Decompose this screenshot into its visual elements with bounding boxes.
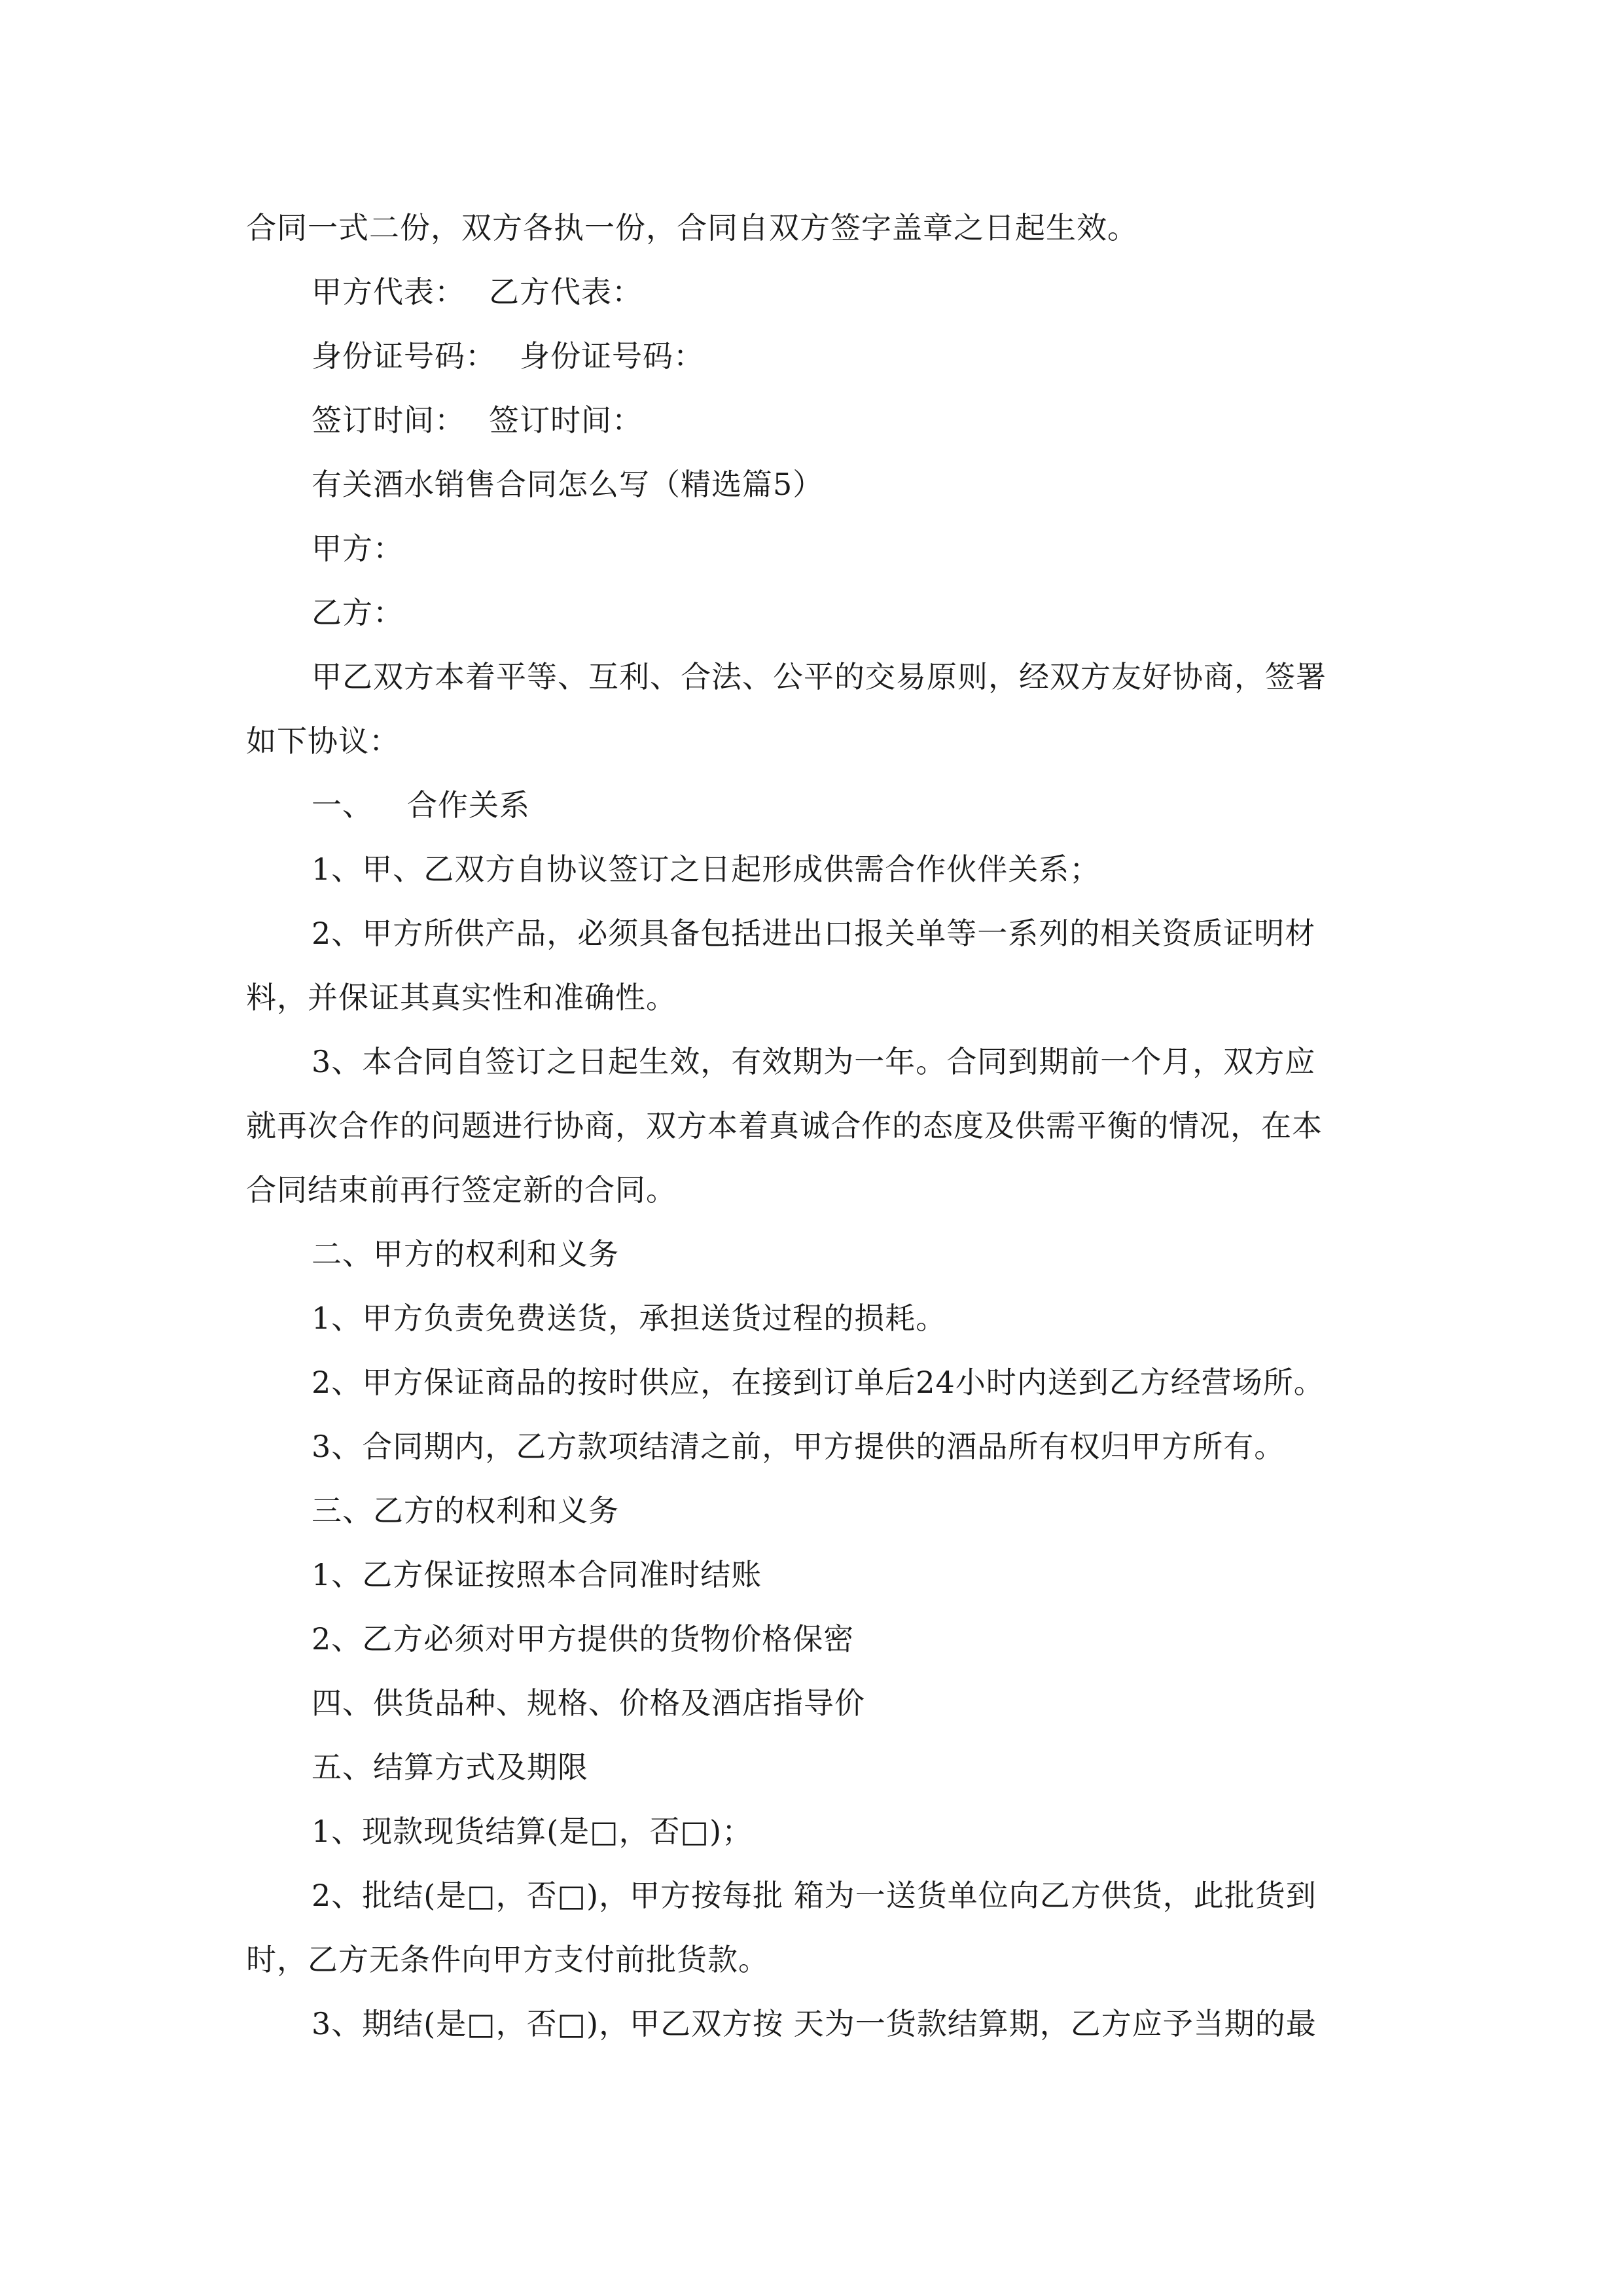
- paragraph-line: [246, 208, 1138, 247]
- line-text: 2、甲方所供产品，必须具备包括进出口报关单等一系列的相关资质证明材: [312, 916, 1316, 951]
- paragraph-line: [312, 1299, 946, 1338]
- heading-text: 二、甲方的权利和义务: [312, 1236, 619, 1272]
- party-b-representative-label: 乙方代表：: [489, 274, 643, 310]
- line-text: 3、本合同自签订之日起生效，有效期为一年。合同到期前一个月，双方应: [312, 1044, 1316, 1079]
- signature-line-date: [312, 401, 643, 440]
- contract-title: 有关酒水销售合同怎么写（精选篇5）: [312, 467, 824, 502]
- heading-text: 三、乙方的权利和义务: [312, 1493, 619, 1528]
- party-b-label: 乙方：: [312, 595, 404, 630]
- signature-line-representative: [312, 272, 643, 312]
- paragraph-line: [312, 1812, 753, 1851]
- section-title: [312, 465, 823, 504]
- paragraph-line: [246, 978, 677, 1017]
- heading-party-b-rights: [312, 1491, 619, 1530]
- line-text: 1、甲、乙双方自协议签订之日起形成供需合作伙伴关系；: [312, 852, 1101, 887]
- paragraph-line: [312, 1427, 1285, 1466]
- paragraph-line: [312, 1555, 762, 1594]
- heading-text: 合作关系: [407, 787, 530, 823]
- paragraph-line: [246, 1940, 769, 1979]
- paragraph-line: [312, 1619, 854, 1659]
- line-text: 1、甲方负责免费送货，承担送货过程的损耗。: [312, 1300, 947, 1336]
- party-a-line: [312, 529, 404, 568]
- party-a-representative-label: 甲方代表：: [312, 274, 465, 310]
- party-b-date-label: 签订时间：: [489, 403, 643, 438]
- paragraph-line: [312, 1876, 1317, 1915]
- heading-text: 五、结算方式及期限: [312, 1749, 588, 1785]
- party-b-line: [312, 593, 404, 632]
- paragraph-line: [312, 1363, 1325, 1402]
- line-text: 合同结束前再行签定新的合同。: [246, 1172, 677, 1208]
- heading-cooperation: [312, 785, 530, 825]
- line-text: 就再次合作的问题进行协商，双方本着真诚合作的态度及供需平衡的情况，在本: [246, 1108, 1323, 1143]
- line-text: 2、乙方必须对甲方提供的货物价格保密: [312, 1621, 855, 1657]
- line-text: 3、期结(是□，否□)，甲乙双方按 天为一货款结算期，乙方应予当期的最: [312, 2006, 1317, 2041]
- line-text: 2、甲方保证商品的按时供应，在接到订单后24小时内送到乙方经营场所。: [312, 1365, 1325, 1400]
- line-text: 时，乙方无条件向甲方支付前批货款。: [246, 1942, 769, 1977]
- party-a-id-label: 身份证号码：: [312, 338, 496, 374]
- heading-supply-varieties: [312, 1683, 865, 1723]
- paragraph-line: [312, 850, 1100, 889]
- line-text: 合同一式二份，双方各执一份，合同自双方签字盖章之日起生效。: [246, 210, 1138, 245]
- paragraph-line: [312, 2004, 1317, 2043]
- paragraph-line: [312, 1042, 1315, 1081]
- line-text: 如下协议：: [246, 723, 400, 759]
- heading-text: 四、供货品种、规格、价格及酒店指导价: [312, 1685, 865, 1721]
- signature-line-id-number: [312, 336, 704, 376]
- party-a-date-label: 签订时间：: [312, 403, 465, 438]
- line-text: 2、批结(是□，否□)，甲方按每批 箱为一送货单位向乙方供货，此批货到: [312, 1878, 1317, 1913]
- paragraph-line: [246, 721, 400, 761]
- paragraph-line: [312, 914, 1315, 953]
- line-text: 甲乙双方本着平等、互利、合法、公平的交易原则，经双方友好协商，签署: [312, 659, 1327, 694]
- line-text: 料，并保证其真实性和准确性。: [246, 980, 677, 1015]
- heading-party-a-rights: [312, 1234, 619, 1274]
- line-text: 1、现款现货结算(是□，否□)；: [312, 1814, 753, 1849]
- paragraph-line: [246, 1170, 677, 1210]
- party-b-id-label: 身份证号码：: [520, 338, 704, 374]
- heading-settlement: [312, 1748, 588, 1787]
- line-text: 3、合同期内，乙方款项结清之前，甲方提供的酒品所有权归甲方所有。: [312, 1429, 1285, 1464]
- paragraph-line: [246, 1106, 1323, 1145]
- line-text: 1、乙方保证按照本合同准时结账: [312, 1557, 762, 1592]
- heading-number: 一、: [312, 787, 373, 823]
- party-a-label: 甲方：: [312, 531, 404, 566]
- paragraph-line: [312, 657, 1327, 696]
